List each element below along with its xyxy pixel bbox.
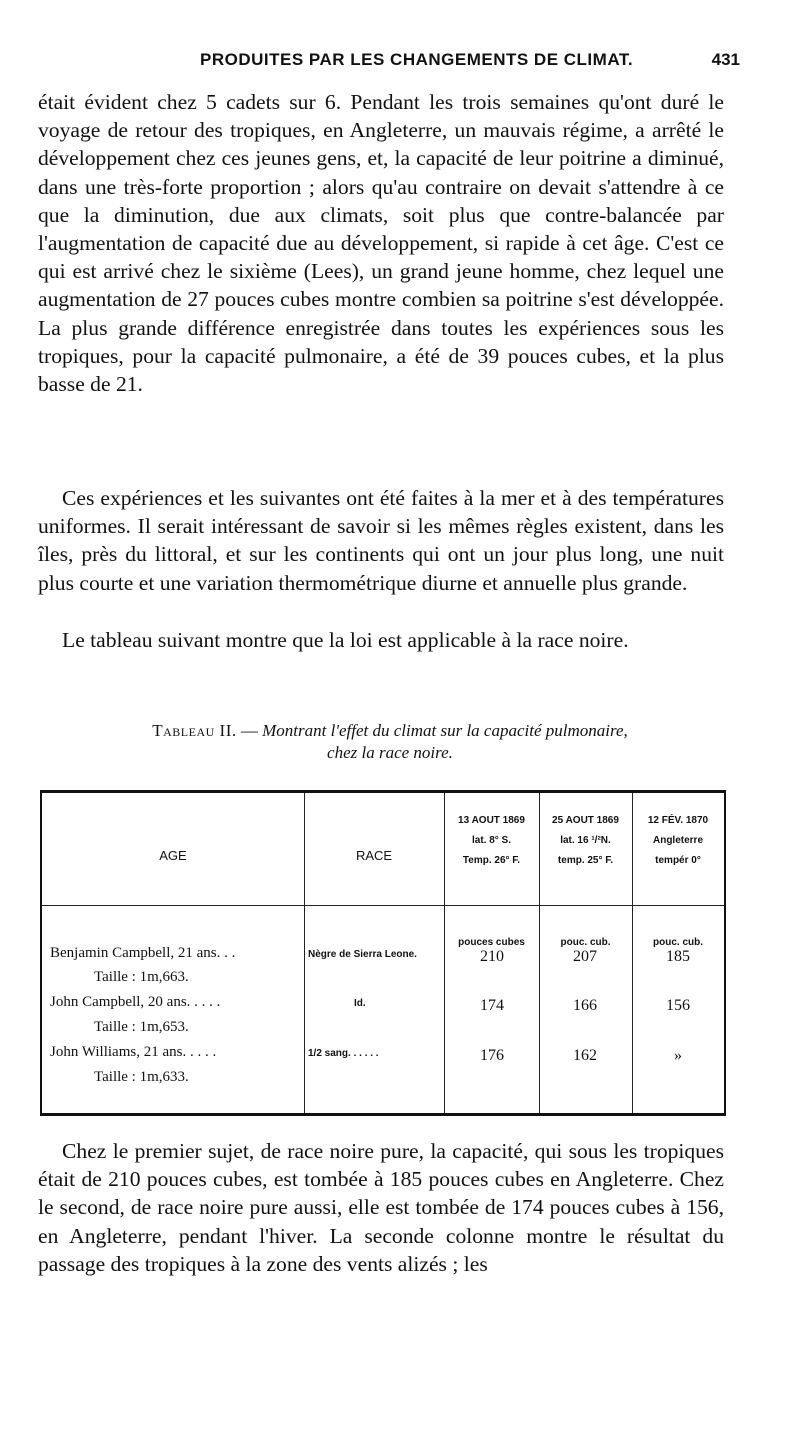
data-table	[40, 790, 726, 1116]
header-race: RACE	[355, 848, 393, 863]
header-col3-temp: tempér 0°	[655, 855, 701, 866]
row1-value-col3: 185	[666, 948, 690, 965]
header-rule	[42, 905, 724, 906]
header-col2	[539, 811, 632, 871]
row2-taille: Taille : 1m,653.	[94, 1019, 189, 1035]
unit-col1: pouces cubes	[458, 937, 525, 948]
row2-value-col2: 166	[573, 997, 597, 1014]
table-caption-dash: —	[236, 721, 263, 740]
header-col3-date: 12 FÉV. 1870	[647, 815, 709, 826]
column-rule	[304, 793, 305, 1113]
row1-race: Nègre de Sierra Leone.	[308, 949, 417, 960]
header-col3-place: Angleterre	[652, 835, 703, 846]
row3-taille: Taille : 1m,633.	[94, 1069, 189, 1085]
header-col1	[444, 811, 539, 871]
header-col1-lat: lat. 8° S.	[471, 835, 511, 846]
header-col3	[632, 811, 724, 871]
row3-value-col2: 162	[573, 1047, 597, 1064]
table-caption	[60, 720, 720, 764]
paragraph-4: Chez le premier sujet, de race noire pure, la capacité, qui sous les tropiques était de 210 pouces cubes, est tombée à 185 pouces cubes en Angleterre. Chez le second, de race noire pure aussi, elle est tombée de 174 pouces cubes à 156, en Angleterre, pendant l'hiver. La seconde colonne montre le résultat du passage des tropiques à la zone des vents alizés ; les	[38, 1139, 724, 1276]
paragraph-3: Le tableau suivant montre que la loi est applicable à la race noire.	[62, 628, 629, 652]
row1-name: Benjamin Campbell, 21 ans. . .	[50, 945, 236, 961]
row3-race: 1/2 sang. . . . . .	[308, 1048, 379, 1059]
row1-taille: Taille : 1m,663.	[94, 969, 189, 985]
row2-value-col3: 156	[666, 997, 690, 1014]
paragraph-1: était évident chez 5 cadets sur 6. Pendant les trois semaines qu'ont duré le voyage de retour des tropiques, en Angleterre, un mauvais régime, a arrêté le développement chez ces jeunes gens, et, la capacité de leur poitrine a diminué, dans une très-forte proportion ; alors qu'au contraire on devait s'attendre à ce que la diminution, due aux climats, soit plus que contre-balancée par l'augmentation de capacité due au développement, si rapide à cet âge. C'est ce qui est arrivé chez le sixième (Lees), un grand jeune homme, chez lequel une augmentation de 27 pouces cubes montre combien sa poitrine s'est développée. La plus grande différence enregistrée dans toutes les expériences sous les tropiques, pour la capacité pulmonaire, a été de 39 pouces cubes, et la plus basse de 21.	[38, 90, 724, 397]
page-number: 431	[711, 50, 740, 69]
row3-value-col1: 176	[480, 1047, 504, 1064]
unit-col3: pouc. cub.	[653, 937, 703, 948]
table-caption-line2: chez la race noire.	[327, 743, 453, 762]
header-col1-date: 13 AOUT 1869	[458, 815, 525, 826]
header-col2-lat: lat. 16 ¹/²N.	[560, 835, 611, 846]
header-col2-date: 25 AOUT 1869	[552, 815, 619, 826]
row2-value-col1: 174	[480, 997, 504, 1014]
row2-name: John Campbell, 20 ans. . . . .	[50, 994, 221, 1010]
row1-value-col2: 207	[573, 948, 597, 965]
row1-value-col1: 210	[480, 948, 504, 965]
row3-name: John Williams, 21 ans. . . . .	[50, 1044, 217, 1060]
paragraph-2: Ces expériences et les suivantes ont été faites à la mer et à des températures uniformes. Il serait intéressant de savoir si les mêmes règles existent, dans les îles, près du littoral, et sur les continents qui ont un jour plus long, une nuit plus courte et une variation thermométrique diurne et annuelle plus grande.	[38, 486, 724, 595]
table-caption-label: Tableau II.	[152, 721, 237, 740]
row3-value-col3: »	[674, 1047, 682, 1064]
row2-race: Id.	[354, 998, 366, 1009]
unit-col2: pouc. cub.	[560, 937, 611, 948]
header-age: AGE	[159, 848, 187, 863]
header-col1-temp: Temp. 26° F.	[462, 855, 521, 866]
running-head-title: PRODUITES PAR LES CHANGEMENTS DE CLIMAT.	[200, 50, 634, 69]
running-head	[40, 50, 740, 80]
table-caption-line1: Montrant l'effet du climat sur la capacité pulmonaire,	[262, 721, 628, 740]
header-col2-temp: temp. 25° F.	[557, 855, 614, 866]
